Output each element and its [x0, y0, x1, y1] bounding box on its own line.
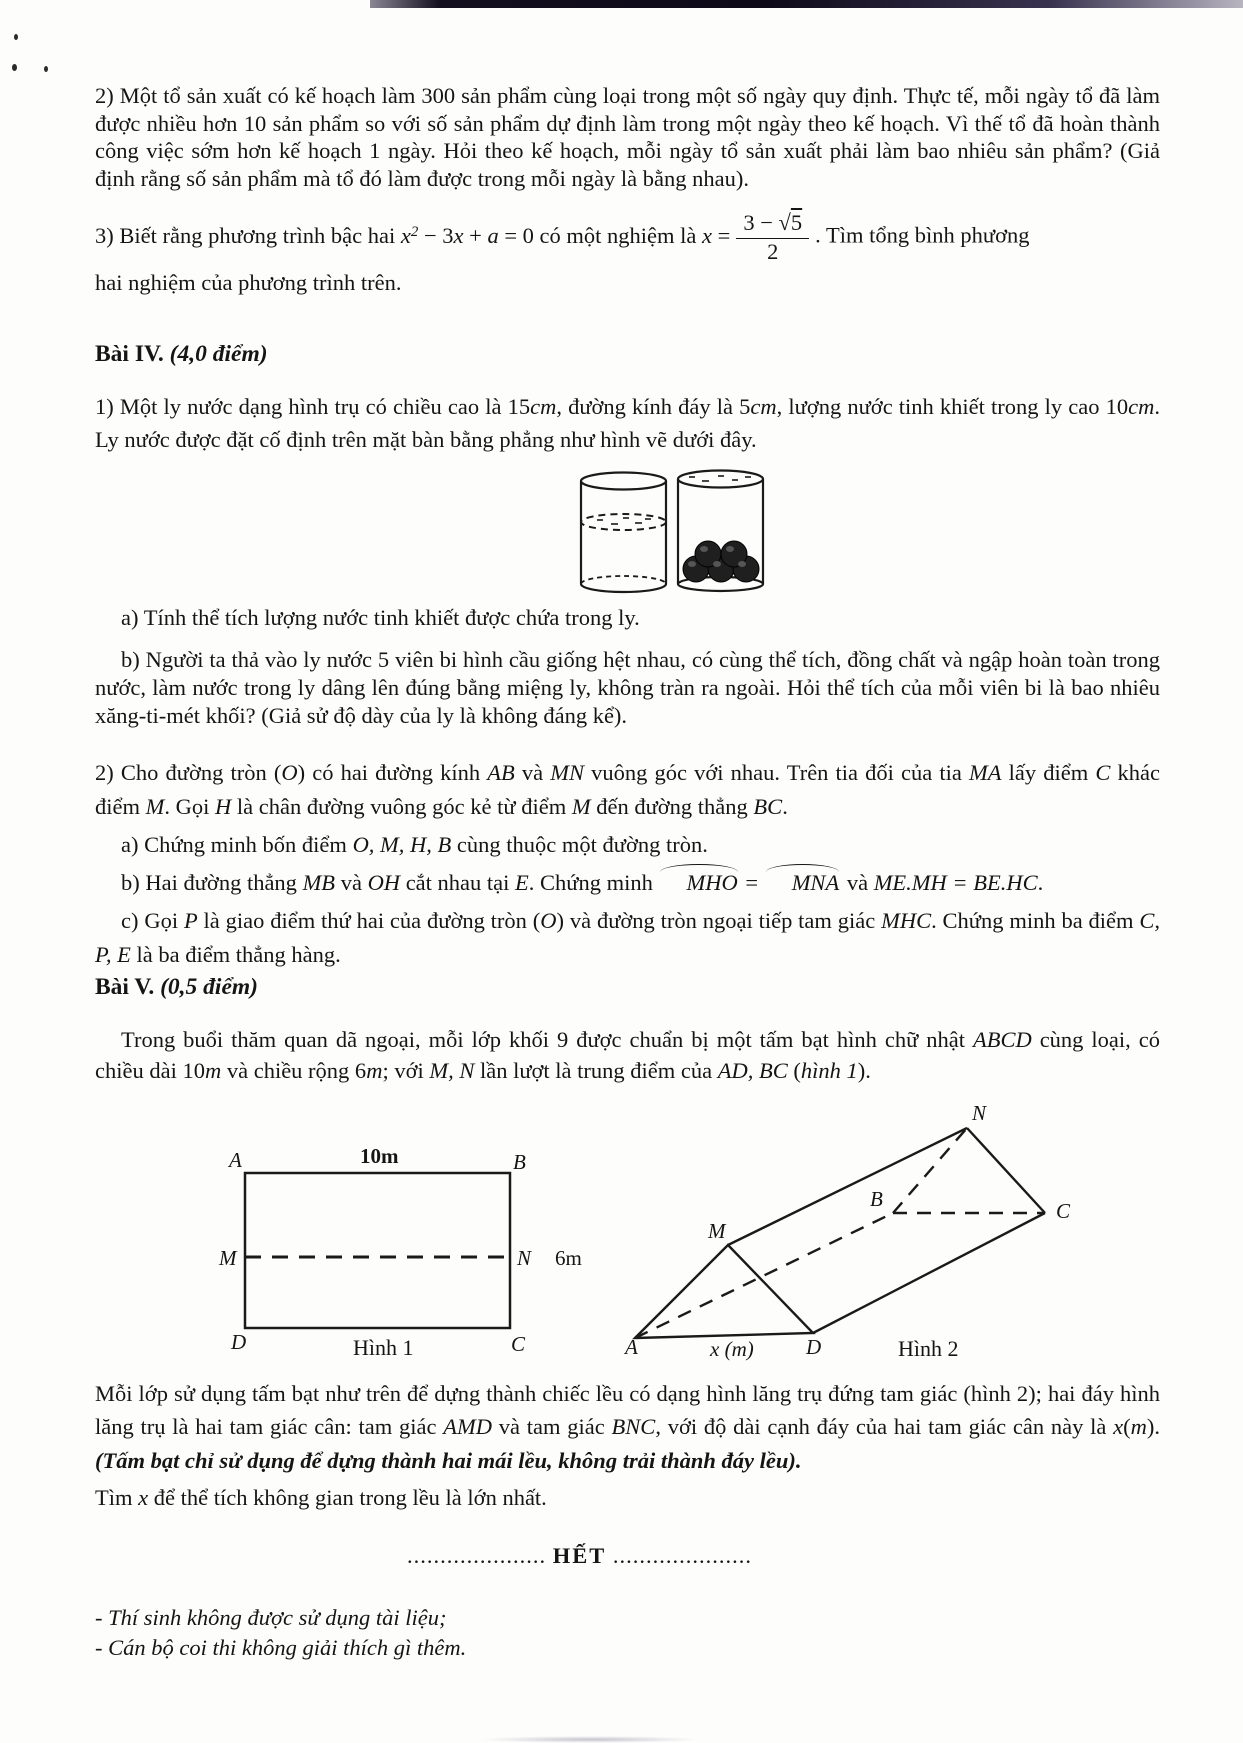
figure-1-rectangle [205, 1145, 605, 1373]
fig2-caption: Hình 2 [898, 1335, 959, 1361]
problem-iii-3-line2: hai nghiệm của phương trình trên. [95, 270, 402, 296]
problem-iv-2-text: 2) Cho đường tròn (O) có hai đường kính AB và MN vuông góc với nhau. Trên tia đối của tia MA lấy điểm C khác điểm M. Gọi H là chân đường vuông góc kẻ từ điểm M đến đường thẳng BC. [95, 759, 1160, 820]
water-speckles [597, 518, 651, 524]
prism-hidden-edges [635, 1128, 1045, 1338]
fig2-label-m: M [708, 1218, 726, 1243]
prism-solid-edges [635, 1128, 1045, 1338]
section-v-title: Bài V. [95, 974, 155, 1001]
fraction-num-prefix: 3 − [743, 210, 779, 235]
fraction-3-minus-sqrt5-over-2 [736, 210, 809, 265]
problem-v-intro-text: Trong buổi thăm quan dã ngoại, mỗi lớp khối 9 được chuẩn bị một tấm bạt hình chữ nhật ABCD cùng loại, có chiều dài 10m và chiều rộng 6m; với M, N lần lượt là trung điểm của AD, BC (hình 1). [95, 1026, 1160, 1083]
end-dots-left: ..................... [406, 1542, 547, 1568]
problem-iv-2c-text: c) Gọi P là giao điểm thứ hai của đường tròn (O) và đường tròn ngoại tiếp tam giác MHC. Chứng minh ba điểm C, P, E là ba điểm thẳng hàng. [95, 908, 1161, 968]
fig1-label-d: D [231, 1329, 247, 1354]
end-marker [95, 1542, 1064, 1570]
glasses-figure [575, 468, 775, 596]
fig1-dim-6m: 6m [555, 1245, 582, 1270]
figure-2-prism [620, 1100, 1090, 1362]
section-iv-title: Bài IV. [95, 340, 164, 367]
problem-iv-1a-text: a) Tính thể tích lượng nước tinh khiết được chứa trong ly. [121, 605, 640, 631]
figures-row [205, 1100, 1160, 1373]
problem-iv-1-text: 1) Một ly nước dạng hình trụ có chiều cao là 15cm, đường kính đáy là 5cm, lượng nước tinh khiết trong ly cao 10cm. Ly nước được đặt cố định trên mặt bàn bằng phẳng như hình vẽ dưới đây. [95, 394, 1160, 453]
fig1-dim-10m: 10m [360, 1144, 399, 1168]
sqrt-symbol: √ [778, 210, 791, 235]
fraction-denominator: 2 [767, 238, 779, 264]
section-heading-v [95, 974, 1160, 1002]
fig2-dim-x: x (m) [710, 1336, 754, 1361]
fig2-label-d: D [806, 1334, 822, 1359]
problem-v-main-text: Mỗi lớp sử dụng tấm bạt như trên để dựng thành chiếc lều có dạng hình lăng trụ đứng tam giác (hình 2); hai đáy hình lăng trụ là hai tam giác cân: tam giác AMD và tam giác BNC, với độ dài cạnh đáy của hai tam giác cân này là x(m). (Tấm bạt chỉ sử dụng để dựng thành hai mái lều, không trải thành đáy lều). [95, 1380, 1161, 1473]
fig2-label-a: A [625, 1334, 638, 1359]
footer-note-1: - Thí sinh không được sử dụng tài liệu; [95, 1605, 447, 1631]
section-iv-points: (4,0 điểm) [169, 340, 268, 367]
section-v-points: (0,5 điểm) [160, 974, 258, 1001]
footer-note-2: - Cán bộ coi thi không giải thích gì thêm. [95, 1635, 467, 1661]
glasses-svg [575, 468, 775, 596]
left-glass [581, 473, 666, 593]
marbles [683, 541, 759, 582]
problem-iv-1b-text: b) Người ta thả vào ly nước 5 viên bi hình cầu giống hệt nhau, có cùng thể tích, đồng chất và ngập hoàn toàn trong nước, làm nước trong ly dâng lên đúng bằng miệng ly, không tràn ra ngoài. Hỏi thể tích của mỗi viên bi là bao nhiêu xăng-ti-mét khối? (Giả sử độ dày của ly là không đáng kể). [95, 646, 1160, 728]
problem-iii-3-tail: . Tìm tổng bình phương [815, 222, 1030, 248]
fig1-label-c: C [511, 1331, 526, 1356]
section-heading-iv [95, 341, 1160, 369]
fig2-label-n: N [972, 1100, 987, 1125]
problem-iii-2-text: 2) Một tổ sản xuất có kế hoạch làm 300 sản phẩm cùng loại trong một số ngày quy định. Thực tế, mỗi ngày tổ đã làm được nhiều hơn 10 sản phẩm so với số sản phẩm dự định làm trong một ngày theo kế hoạch. Vì thế tổ đã hoàn thành công việc sớm hơn kế hoạch 1 ngày. Hỏi theo kế hoạch, mỗi ngày tổ sản xuất phải làm bao nhiêu sản phẩm? (Giả định rằng số sản phẩm mà tổ đó làm được trong mỗi ngày là bằng nhau). [95, 83, 1160, 191]
end-dots-right: ..................... [612, 1542, 753, 1568]
water-speckles [689, 476, 751, 481]
fig2-label-c: C [1056, 1198, 1071, 1223]
fig1-label-n: N [517, 1245, 532, 1270]
sqrt-argument: 5 [790, 210, 803, 235]
problem-iii-3-lead: 3) Biết rằng phương trình bậc hai $x^2 - 3x + a = 0$ có một nghiệm là x = [95, 222, 731, 248]
problem-iv-2a-text: a) Chứng minh bốn điểm O, M, H, B cùng thuộc một đường tròn. [121, 831, 708, 857]
problem-iii-3-line1 [95, 210, 1160, 265]
end-label: HẾT [552, 1542, 607, 1568]
fig1-label-b: B [513, 1149, 526, 1174]
fig1-label-m: M [219, 1245, 237, 1270]
problem-iv-2b-text: b) Hai đường thẳng MB và OH cắt nhau tại E. Chứng minh MHO = MNA và ME.MH = BE.HC. [95, 868, 1160, 898]
fig1-label-a: A [229, 1147, 242, 1172]
fig2-label-b: B [870, 1186, 883, 1211]
fraction-numerator [736, 210, 809, 239]
fig1-caption: Hình 1 [353, 1334, 414, 1360]
problem-v-find-text: Tìm x để thể tích không gian trong lều là lớn nhất. [95, 1485, 547, 1511]
